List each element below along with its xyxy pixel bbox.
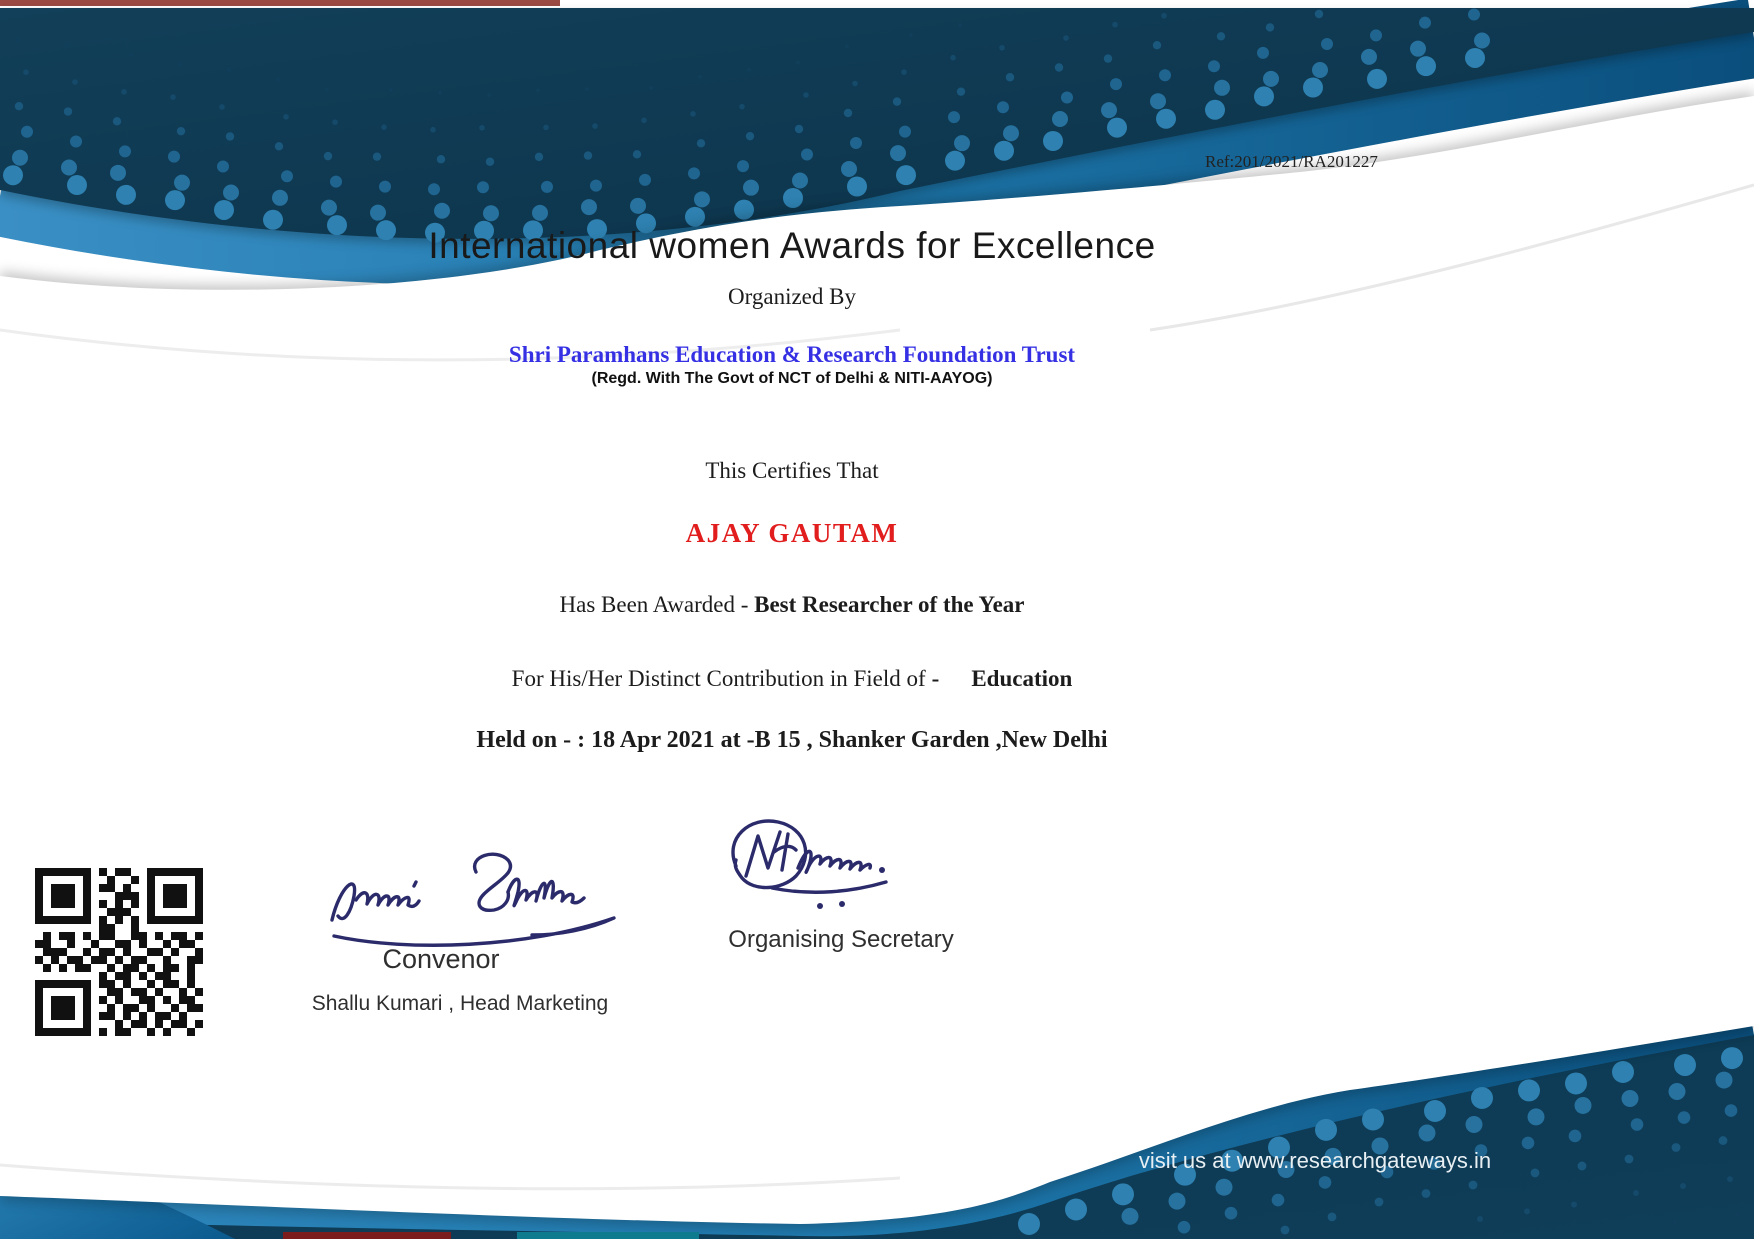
footer-link: visit us at www.researchgateways.in xyxy=(1138,1148,1492,1173)
registration-note: (Regd. With The Govt of NCT of Delhi & NITI-AAYOG) xyxy=(591,370,993,387)
field-value: Education xyxy=(971,666,1073,691)
certificate-title: International women Awards for Excellence xyxy=(428,225,1156,266)
organization-name: Shri Paramhans Education & Research Foundation Trust xyxy=(508,342,1076,367)
qr-code xyxy=(35,868,203,1036)
convenor-label: Convenor xyxy=(382,944,500,974)
award-prefix: Has Been Awarded - xyxy=(559,592,755,617)
secretary-signature xyxy=(702,808,972,918)
organized-by-label: Organized By xyxy=(728,284,856,309)
convenor-detail: Shallu Kumari , Head Marketing xyxy=(311,992,609,1015)
secretary-label: Organising Secretary xyxy=(728,926,954,953)
convenor-signature xyxy=(318,838,648,958)
field-dash: - xyxy=(931,666,940,691)
award-line xyxy=(0,592,1584,618)
event-details: Held on - : 18 Apr 2021 at -B 15 , Shanker Garden ,New Delhi xyxy=(476,727,1108,753)
ref-number: Ref:201/2021/RA201227 xyxy=(1205,152,1378,171)
award-title: Best Researcher of the Year xyxy=(754,592,1025,617)
certifies-label: This Certifies That xyxy=(705,458,879,483)
field-prefix: For His/Her Distinct Contribution in Field of xyxy=(511,666,926,691)
recipient-name: AJAY GAUTAM xyxy=(685,518,899,548)
field-line xyxy=(0,666,1584,692)
bottom-wave-decoration xyxy=(0,980,1754,1239)
